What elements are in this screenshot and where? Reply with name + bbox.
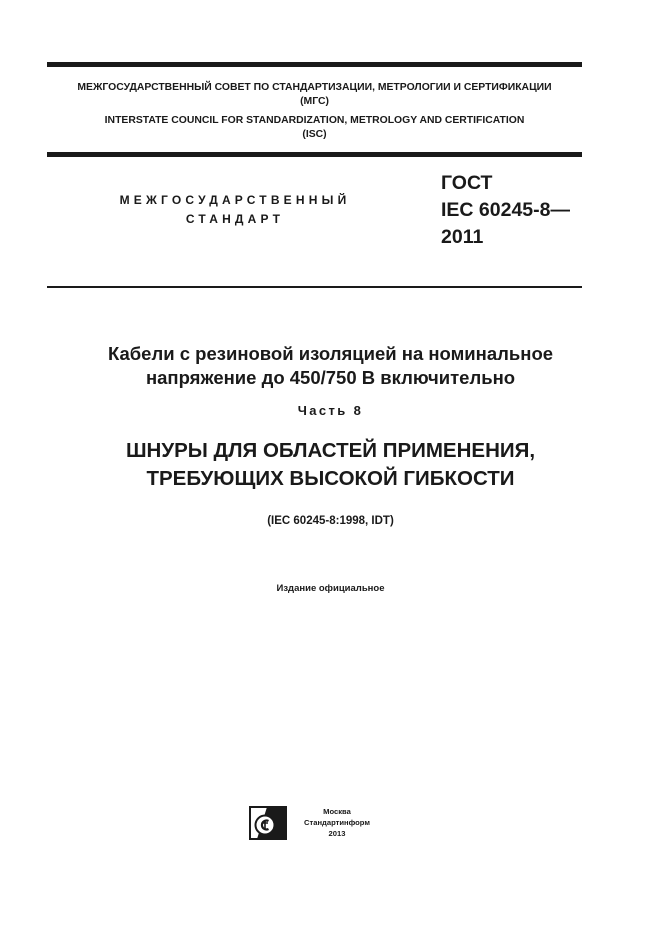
standard-type-line2: СТАНДАРТ — [185, 212, 285, 226]
standartinform-logo-icon — [249, 806, 287, 840]
publisher-name: Стандартинформ — [304, 818, 370, 827]
middle-rule — [47, 152, 582, 157]
bottom-rule — [47, 286, 582, 288]
council-name-en — [47, 114, 582, 142]
council-name-ru — [47, 81, 582, 109]
council-en-abbrev: (ISC) — [302, 129, 327, 140]
standard-designation-line3: 2011 — [441, 226, 484, 248]
standard-type-line1: МЕЖГОСУДАРСТВЕННЫЙ — [119, 193, 351, 207]
document-title-line2: напряжение до 450/750 В включительно — [145, 367, 516, 388]
part-number: Часть 8 — [297, 403, 364, 418]
council-ru-line1: МЕЖГОСУДАРСТВЕННЫЙ СОВЕТ ПО СТАНДАРТИЗАЦИИ, МЕТРОЛОГИИ И СЕРТИФИКАЦИИ — [77, 82, 552, 93]
document-title-line1: Кабели с резиновой изоляцией на номинальное — [107, 343, 554, 364]
edition-note: Издание официальное — [276, 583, 385, 594]
top-rule — [47, 62, 582, 67]
council-en-line1: INTERSTATE COUNCIL FOR STANDARDIZATION, METROLOGY AND CERTIFICATION — [104, 115, 525, 126]
standard-designation-line1: ГОСТ — [441, 172, 493, 194]
standard-designation-line2: IEC 60245-8— — [441, 199, 570, 221]
publisher-city: Москва — [323, 807, 351, 816]
publication-year: 2013 — [328, 829, 346, 838]
part-title-line1: ШНУРЫ ДЛЯ ОБЛАСТЕЙ ПРИМЕНЕНИЯ, — [125, 439, 536, 462]
iec-reference: (IEC 60245-8:1998, IDT) — [267, 515, 394, 527]
council-ru-abbrev: (МГС) — [300, 96, 329, 107]
part-title-line2: ТРЕБУЮЩИХ ВЫСОКОЙ ГИБКОСТИ — [146, 467, 515, 490]
